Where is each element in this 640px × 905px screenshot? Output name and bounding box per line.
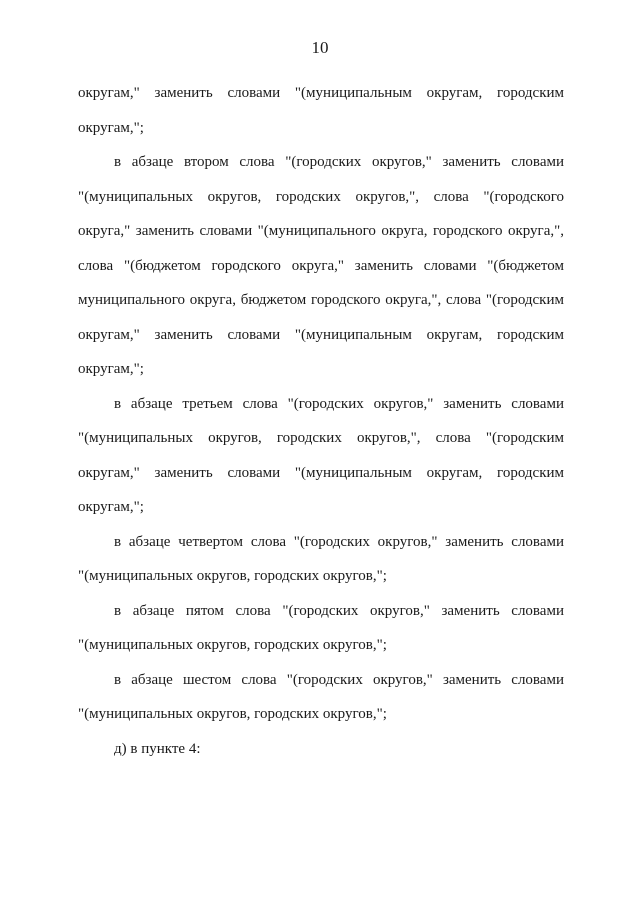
text-line: округа," заменить словами "(муниципального округа, городского округа,", bbox=[78, 223, 564, 239]
paragraph bbox=[78, 525, 564, 594]
text-line: округам," заменить словами "(муниципальным округам, городским bbox=[78, 326, 564, 343]
paragraph bbox=[78, 594, 564, 663]
paragraph bbox=[78, 387, 564, 525]
text-line: округам,"; bbox=[78, 361, 144, 377]
text-line: "(муниципальных округов, городских округов,"; bbox=[78, 568, 387, 584]
document-body bbox=[78, 76, 564, 766]
text-line: "(муниципальных округов, городских округов,", слова "(городского bbox=[78, 188, 564, 205]
text-line: "(муниципальных округов, городских округов,"; bbox=[78, 706, 387, 722]
text-line: в абзаце пятом слова "(городских округов," заменить словами bbox=[114, 602, 564, 619]
text-line: муниципального округа, бюджетом городского округа,", слова "(городским bbox=[78, 292, 564, 308]
text-line: в абзаце третьем слова "(городских округов," заменить словами bbox=[114, 395, 564, 412]
text-line: "(муниципальных округов, городских округов,", слова "(городским bbox=[78, 430, 564, 446]
text-line: округам,"; bbox=[78, 119, 144, 136]
text-line: округам," заменить словами "(муниципальным округам, городским bbox=[78, 464, 564, 481]
paragraph bbox=[78, 663, 564, 732]
text-line: в абзаце четвертом слова "(городских округов," заменить словами bbox=[114, 533, 564, 550]
paragraph bbox=[78, 732, 564, 767]
text-line: округам," заменить словами "(муниципальным округам, городским bbox=[78, 85, 564, 101]
text-line: округам,"; bbox=[78, 499, 144, 515]
text-line: "(муниципальных округов, городских округов,"; bbox=[78, 637, 387, 653]
paragraph bbox=[78, 76, 564, 145]
paragraph bbox=[78, 145, 564, 387]
text-line: д) в пункте 4: bbox=[114, 740, 201, 757]
text-line: слова "(бюджетом городского округа," заменить словами "(бюджетом bbox=[78, 257, 564, 274]
text-line: в абзаце втором слова "(городских округов," заменить словами bbox=[114, 154, 564, 170]
text-line: в абзаце шестом слова "(городских округов," заменить словами bbox=[114, 671, 564, 688]
page-number: 10 bbox=[311, 38, 329, 57]
